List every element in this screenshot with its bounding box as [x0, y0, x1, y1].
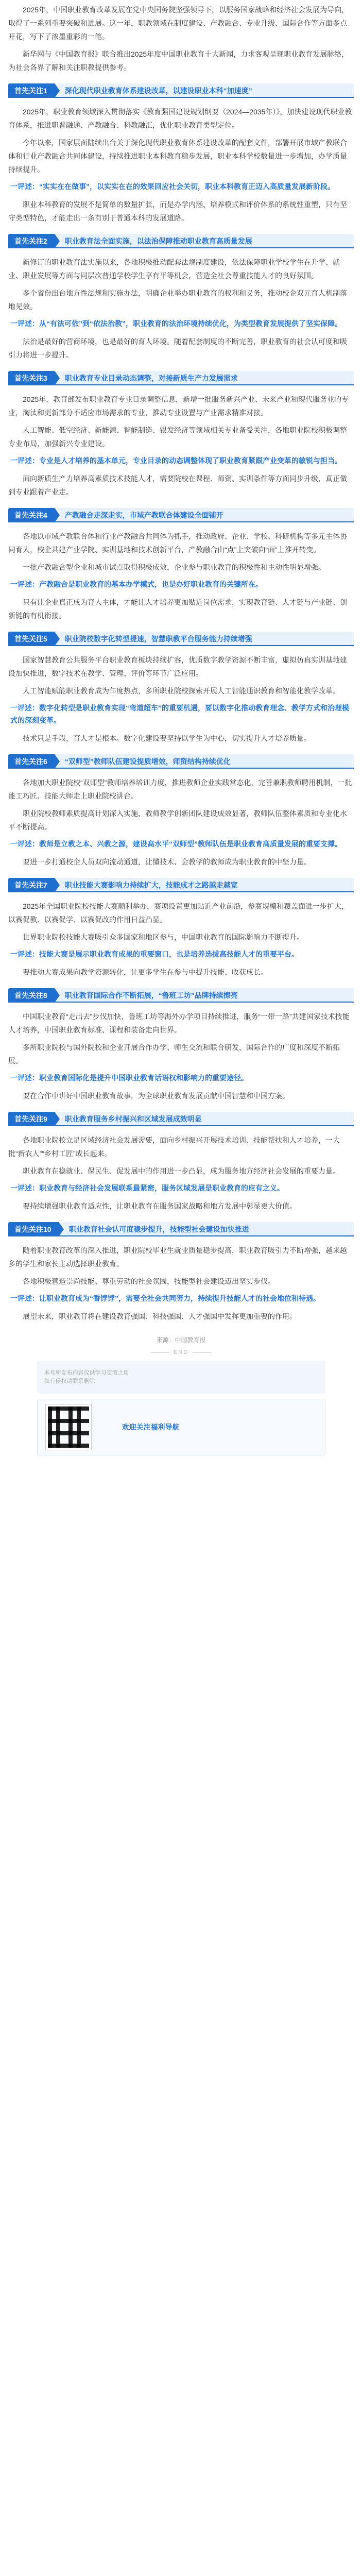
section-tag: 首先关注1	[8, 83, 55, 98]
section-header	[8, 83, 354, 98]
qr-code-icon	[46, 1404, 91, 1450]
end-mark: END	[8, 1349, 354, 1355]
section-title: 职业教育法全面实施，以法治保障推动职业教育高质量发展	[64, 237, 252, 245]
section-header	[8, 1222, 354, 1236]
news-section	[8, 508, 354, 622]
qr-label: 欢迎关注福利导航	[122, 1423, 180, 1431]
section-commentary: 一评述：产教融合是职业教育的基本办学模式，也是办好职业教育的关键所在。	[10, 580, 263, 588]
section-title: 职业技能大赛影响力持续扩大，技能成才之路越走越宽	[64, 881, 238, 889]
news-section	[8, 83, 354, 225]
section-title: 职业教育国际合作不断拓展，“鲁班工坊”品牌持续擦亮	[64, 991, 238, 999]
section-title: 职业教育社会认可度稳步提升，技能型社会建设加快推进	[68, 1225, 249, 1233]
section-paragraph: 展望未来，职业教育将在建设教育强国、科技强国、人才强国中发挥更加重要的作用。	[23, 1312, 297, 1320]
section-tag: 首先关注2	[8, 234, 55, 248]
section-commentary: 一评述：从“有法可依”到“依法治教”，职业教育的法治环境持续优化，为类型教育发展提供了坚实保障。	[10, 319, 342, 328]
section-paragraph: 职业本科教育的发展不是简单的数量扩张，而是办学内涵、培养模式和评价体系的系统性重塑，只有坚守类型特色，才能走出一条有别于普通本科的发展道路。	[8, 200, 347, 222]
section-title: 产教融合走深走实，市域产教联合体建设全面铺开	[64, 511, 223, 519]
section-commentary: 一评述：数字化转型是职业教育实现“弯道超车”的重要机遇，要以数字化推动教育理念、教学方式和治理模式的深刻变革。	[10, 704, 349, 724]
section-title: 职业教育服务乡村振兴和区域发展成效明显	[64, 1115, 202, 1123]
footer-card	[37, 1361, 325, 1394]
section-paragraph: 多所职业院校与国外院校和企业开展合作办学、师生交流和联合研发，国际合作的广度和深度不断拓展。	[8, 1043, 340, 1065]
section-paragraph: 要持续增强职业教育适应性，让职业教育在服务国家战略和地方发展中彰显更大价值。	[23, 1202, 297, 1210]
section-title: 深化现代职业教育体系建设改革，以建设职业本科“加速度”	[64, 87, 252, 95]
news-section	[8, 1112, 354, 1213]
section-tag: 首先关注9	[8, 1112, 55, 1126]
news-section	[8, 1222, 354, 1323]
section-paragraph: 面向新质生产力培养高素质技术技能人才，需要院校在课程、师资、实训条件等方面同步升级，真正做到专业跟着产业走。	[8, 474, 347, 496]
footer-line: 如有侵权请联系删除	[44, 1378, 95, 1384]
news-section	[8, 371, 354, 499]
section-commentary: 一评述：技能大赛是展示职业教育成果的重要窗口，也是培养选拔高技能人才的重要平台。	[10, 950, 299, 958]
section-paragraph: 2025年，职业教育领域深入贯彻落实《教育强国建设规划纲要（2024—2035年）》，加快建设现代职业教育体系，推进职普融通、产教融合、科教融汇，优化职业教育类型定位。	[8, 108, 352, 129]
section-title: “双师型”教师队伍建设提质增效，师资结构持续优化	[64, 757, 231, 766]
section-paragraph: 职业院校教师素质提高计划深入实施，教师教学创新团队建设成效显著，教师队伍整体素质和专业化水平不断提高。	[8, 809, 347, 831]
section-paragraph: 人工智能赋能职业教育成为年度热点，多所职业院校探索开展人工智能通识教育和智能化教学改革。	[23, 687, 340, 695]
section-paragraph: 只有让企业真正成为育人主体，才能让人才培养更加贴近岗位需求，实现教育链、人才链与产业链、创新链的有机衔接。	[8, 598, 347, 620]
section-header	[8, 632, 354, 646]
section-paragraph: 中国职业教育“走出去”步伐加快，鲁班工坊等海外办学项目持续推进，服务“一带一路”共建国家技术技能人才培养，中国职业教育标准、课程和装备走向世界。	[8, 1012, 350, 1034]
section-header	[8, 878, 354, 892]
section-commentary: 一评述：“实实在在做事”，以实实在在的效果回应社会关切，职业本科教育正迈入高质量发展新阶段。	[10, 182, 335, 191]
section-title: 职业院校数字化转型提速，智慧职教平台服务能力持续增强	[64, 635, 252, 643]
section-paragraph: 世界职业院校技能大赛吸引众多国家和地区参与，中国职业教育的国际影响力不断提升。	[23, 933, 304, 941]
intro-paragraph: 2025年，中国职业教育改革发展在党中央国务院坚强领导下，以服务国家战略和经济社会发展为导向，取得了一系列重要突破和进展。这一年，职教领域在制度建设、产教融合、专业升级、国际合作等方面多点开花，写下了浓墨重彩的一笔。	[8, 6, 349, 41]
intro-paragraph: 新华网与《中国教育报》联合推出2025年度中国职业教育十大新闻，力求客观呈现职业教育发展脉络，为社会各界了解和关注职教提供参考。	[8, 50, 349, 72]
qr-card[interactable]	[37, 1399, 325, 1455]
section-commentary: 一评述：职业教育与经济社会发展联系最紧密，服务区域发展是职业教育的应有之义。	[10, 1184, 284, 1192]
section-paragraph: 新修订的职业教育法实施以来，各地积极推动配套法规制度建设，依法保障职业学校学生在升学、就业、职业发展等方面与同层次普通学校学生享有平等机会，营造全社会尊重技能人才的良好氛围。	[8, 258, 340, 280]
section-paragraph: 多个省份出台地方性法规和实施办法，明确企业举办职业教育的权利和义务，推动校企双元育人机制落地见效。	[8, 289, 347, 311]
section-tag: 首先关注10	[8, 1222, 59, 1236]
section-paragraph: 技术只是手段，育人才是根本。数字化建设要坚持以学生为中心，切实提升人才培养质量。	[23, 734, 311, 742]
section-commentary: 一评述：职业教育国际化是提升中国职业教育话语权和影响力的重要途径。	[10, 1074, 248, 1082]
news-section	[8, 988, 354, 1103]
section-tag: 首先关注3	[8, 371, 55, 385]
section-commentary: 一评述：教师是立教之本、兴教之源，建设高水平“双师型”教师队伍是职业教育高质量发展的重要支撑。	[10, 840, 342, 848]
section-header	[8, 754, 354, 769]
section-paragraph: 要在合作中讲好中国职业教育故事，为全球职业教育发展贡献中国智慧和中国方案。	[23, 1092, 289, 1100]
section-header	[8, 234, 354, 248]
news-section	[8, 632, 354, 745]
section-tag: 首先关注8	[8, 988, 55, 1003]
news-section	[8, 234, 354, 362]
section-commentary: 一评述：专业是人才培养的基本单元，专业目录的动态调整体现了职业教育紧跟产业变革的敏锐与担当。	[10, 456, 342, 465]
section-tag: 首先关注6	[8, 754, 55, 769]
section-paragraph: 2025年全国职业院校技能大赛顺利举办，赛项设置更加贴近产业前沿，参赛规模和覆盖面进一步扩大，以赛促教、以赛促学、以赛促改的作用日益凸显。	[8, 902, 349, 924]
news-section	[8, 754, 354, 869]
section-tag: 首先关注5	[8, 632, 55, 646]
section-paragraph: 各地加大职业院校“双师型”教师培养培训力度，推进教师企业实践常态化，完善兼职教师聘用机制，一批能工巧匠、技能大师走上职业院校讲台。	[8, 778, 352, 800]
section-paragraph: 人工智能、低空经济、新能源、智能制造、银发经济等领域相关专业备受关注，各地职业院校积极调整专业布局，加强新兴专业建设。	[8, 426, 347, 448]
section-tag: 首先关注4	[8, 508, 55, 522]
news-section	[8, 878, 354, 979]
section-paragraph: 今年以来，国家层面陆续出台关于深化现代职业教育体系建设改革的配套文件，部署开展市域产教联合体和行业产教融合共同体建设，持续推进职业本科教育稳步发展，职业本科学校数量进一步增加，办学质量持续提升。	[8, 139, 347, 174]
section-paragraph: 要进一步打通校企人员双向流动通道，让懂技术、会教学的教师成为职业教育的中坚力量。	[23, 858, 311, 866]
section-paragraph: 一批产教融合型企业和城市试点取得积极成效，企业参与职业教育的积极性和主动性明显增强。	[23, 563, 325, 571]
section-paragraph: 职业教育在稳就业、保民生、促发展中的作用进一步凸显，成为服务地方经济社会发展的重要力量。	[23, 1167, 340, 1175]
section-header	[8, 988, 354, 1003]
section-title: 职业教育专业目录动态调整，对接新质生产力发展需求	[64, 374, 238, 382]
section-paragraph: 各地以市域产教联合体和行业产教融合共同体为抓手，推动政府、企业、学校、科研机构等多元主体协同育人，校企共建产业学院、实训基地和技术创新平台，产教融合由“点”上突破向“面”上推开转变。	[8, 532, 347, 554]
section-tag: 首先关注7	[8, 878, 55, 892]
section-paragraph: 2025年，教育部发布职业教育专业目录调整信息，新增一批服务新兴产业、未来产业和现代服务业的专业，淘汰和更新部分不适应市场需求的专业，推动专业设置与产业需求精准对接。	[8, 395, 349, 417]
section-paragraph: 各地职业院校立足区域经济社会发展需要，面向乡村振兴开展技术培训、技能帮扶和人才培养，一大批“新农人”“乡村工匠”成长起来。	[8, 1136, 340, 1158]
section-paragraph: 随着职业教育改革的深入推进，职业院校毕业生就业质量稳步提高，职业教育吸引力不断增强，越来越多的学生和家长主动选择职业教育。	[8, 1246, 347, 1268]
source-note: 来源：中国教育报	[156, 1336, 206, 1344]
section-header	[8, 508, 354, 522]
section-header	[8, 1112, 354, 1126]
section-paragraph: 国家智慧教育公共服务平台职业教育板块持续扩容，优质数字教学资源不断丰富，虚拟仿真实训基地建设加快推进，数字技术在教学、管理、评价等环节广泛应用。	[8, 656, 347, 677]
section-paragraph: 法治是最好的营商环境，也是最好的育人环境。随着配套制度的不断完善，职业教育的社会认可度和吸引力将进一步提升。	[8, 337, 347, 359]
intro	[8, 3, 354, 74]
section-header	[8, 371, 354, 385]
news-sections	[8, 83, 354, 1323]
section-commentary: 一评述：让职业教育成为“香饽饽”，需要全社会共同努力，持续提升技能人才的社会地位和待遇。	[10, 1294, 320, 1302]
footer-line: 本号所发布内容仅供学习交流之用	[44, 1370, 129, 1376]
section-paragraph: 各地积极营造崇尚技能、尊重劳动的社会氛围，技能型社会建设迈出坚实步伐。	[23, 1277, 275, 1285]
section-paragraph: 要推动大赛成果向教学资源转化，让更多学生在参与中提升技能、收获成长。	[23, 968, 268, 976]
